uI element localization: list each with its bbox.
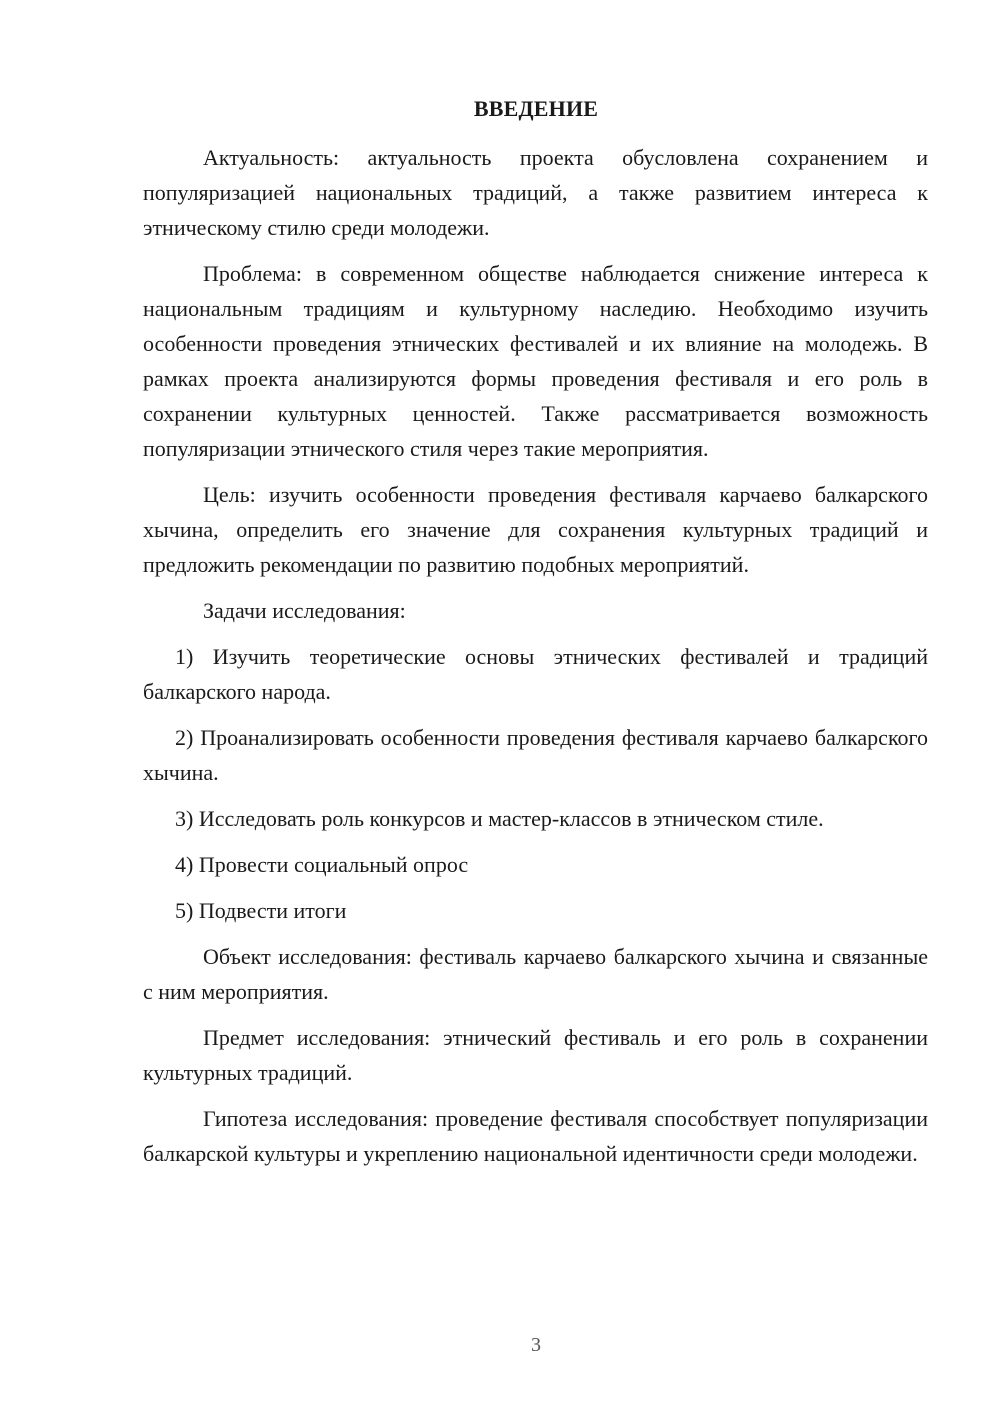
task-item-4 bbox=[143, 847, 928, 882]
object-paragraph: Объект исследования: фестиваль карчаево балкарского хычина и связанные с ним мероприятия. bbox=[143, 944, 928, 1004]
task-text: Провести социальный опрос bbox=[198, 852, 469, 877]
task-text: Подвести итоги bbox=[198, 898, 347, 923]
task-item-3 bbox=[143, 801, 928, 836]
hypothesis-paragraph: Гипотеза исследования: проведение фестиваля способствует популяризации балкарской культуры и укреплению национальной идентичности среди молодежи. bbox=[143, 1106, 928, 1166]
tasks-label: Задачи исследования: bbox=[203, 598, 406, 623]
subject-paragraph: Предмет исследования: этнический фестиваль и его роль в сохранении культурных традиций. bbox=[143, 1025, 928, 1085]
task-text: Проанализировать особенности проведения фестиваля карчаево балкарского хычина. bbox=[143, 725, 928, 785]
goal-paragraph: Цель: изучить особенности проведения фестиваля карчаево балкарского хычина, определить его значение для сохранения культурных традиций и предложить рекомендации по развитию подобных мероприятий. bbox=[143, 482, 928, 577]
task-item-2 bbox=[143, 720, 928, 790]
task-text: Изучить теоретические основы этнических фестивалей и традиций балкарского народа. bbox=[143, 644, 928, 704]
task-text: Исследовать роль конкурсов и мастер-классов в этническом стиле. bbox=[198, 806, 824, 831]
task-item-5 bbox=[143, 893, 928, 928]
page-number: 3 bbox=[531, 1334, 541, 1356]
task-number: 5) bbox=[175, 898, 194, 923]
task-number: 4) bbox=[175, 852, 194, 877]
relevance-paragraph: Актуальность: актуальность проекта обусловлена сохранением и популяризацией национальных традиций, а также развитием интереса к этническому стилю среди молодежи. bbox=[143, 145, 928, 240]
document-body bbox=[143, 140, 928, 1171]
task-item-1 bbox=[143, 639, 928, 709]
task-number: 3) bbox=[175, 806, 194, 831]
task-number: 1) bbox=[175, 644, 194, 669]
problem-paragraph: Проблема: в современном обществе наблюдается снижение интереса к национальным традициям и культурному наследию. Необходимо изучить особенности проведения этнических фестивалей и их влияние на молодежь. В рамках проекта анализируются формы проведения фестиваля и его роль в сохранении культурных ценностей. Также рассматривается возможность популяризации этнического стиля через такие мероприятия. bbox=[143, 261, 928, 461]
section-heading: ВВЕДЕНИЕ bbox=[473, 96, 599, 121]
task-number: 2) bbox=[175, 725, 194, 750]
